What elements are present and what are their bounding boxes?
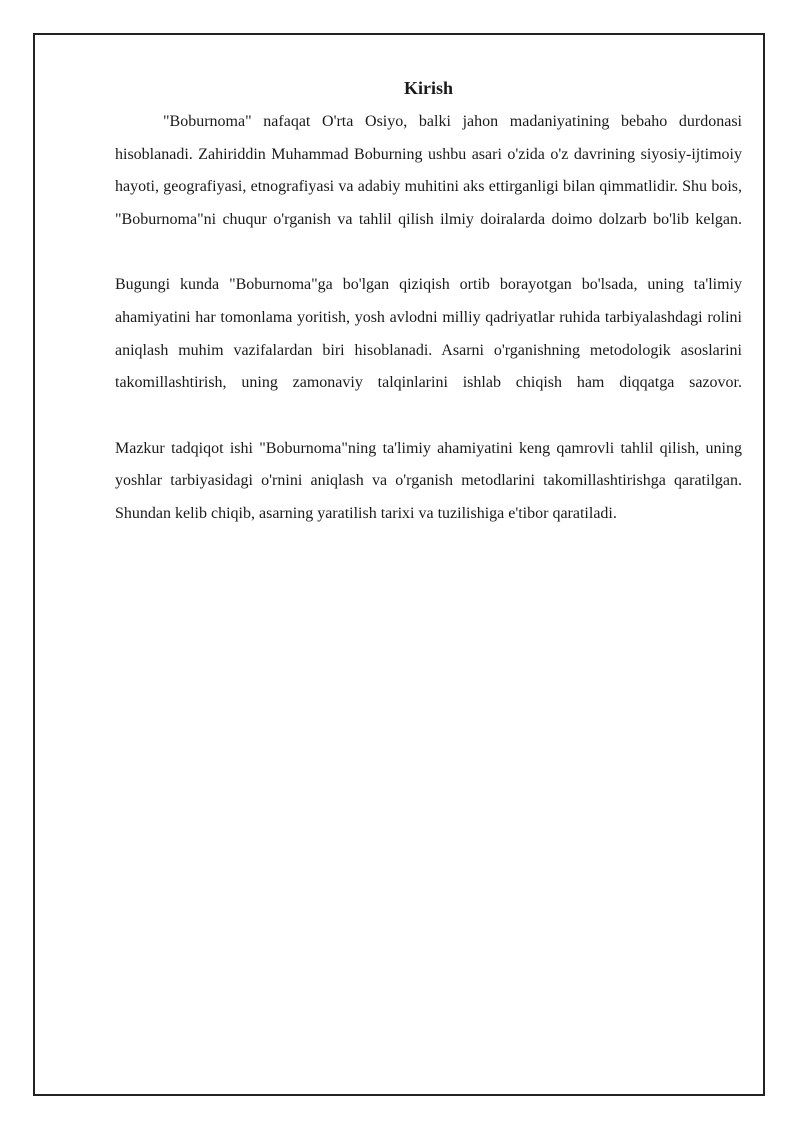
paragraph-3: Mazkur tadqiqot ishi "Boburnoma"ning ta'limiy ahamiyatini keng qamrovli tahlil qilish, uning yoshlar tarbiyasidagi o'rnini aniqlash va o'rganish metodlarini takomillashtirishga qaratilgan. Shundan kelib chiqib, asarning yaratilish tarixi va tuzilishiga e'tibor qaratiladi. bbox=[115, 439, 742, 522]
paragraph-2: Bugungi kunda "Boburnoma"ga bo'lgan qiziqish ortib borayotgan bo'lsada, uning ta'limiy ahamiyatini har tomonlama yoritish, yosh avlodni milliy qadriyatlar ruhida tarbiyalashdagi rolini aniqlash muhim vazifalardan biri hisoblanadi. Asarni o'rganishning metodologik asoslarini takomillashtirish, uning zamonaviy talqinlarini ishlab chiqish ham diqqatga sazovor. bbox=[115, 276, 742, 392]
paragraph-1: "Boburnoma" nafaqat O'rta Osiyo, balki jahon madaniyatining bebaho durdonasi hisoblanadi. Zahiriddin Muhammad Boburning ushbu asari o'zida o'z davrining siyosiy-ijtimoiy hayoti, geografiyasi, etnografiyasi va adabiy muhitini aks ettirganligi bilan qimmatlidir. Shu bois, "Boburnoma"ni chuqur o'rganish va tahlil qilish ilmiy doiralarda doimo dolzarb bo'lib kelgan. bbox=[115, 113, 742, 228]
paragraph-spacer bbox=[115, 236, 742, 269]
paragraph-spacer bbox=[115, 400, 742, 433]
document-body bbox=[115, 74, 742, 531]
section-title: Kirish bbox=[403, 78, 453, 98]
